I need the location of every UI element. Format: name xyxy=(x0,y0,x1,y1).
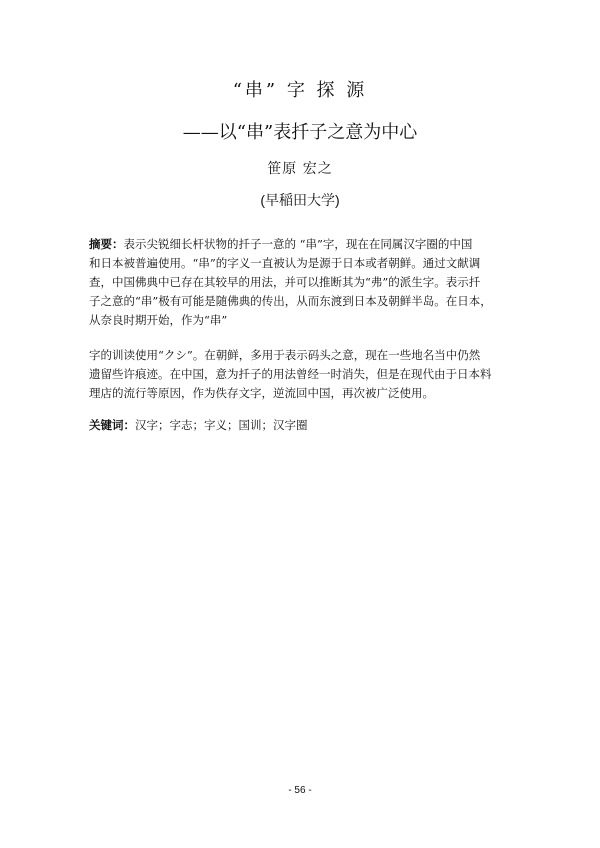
keywords-paragraph xyxy=(89,416,513,435)
page-number: - 56 - xyxy=(288,785,312,796)
keywords-label: 关键词： xyxy=(89,418,135,432)
abstract-text: 表示尖锐细长杆状物的扦子一意的 “串”字，现在在同属汉字圈的中国 和日本被普遍使用。“串”的字义一直被认为是源于日本或者朝鲜。通过文献调 查，中国佛典中已存在其较早的用法，并可以推断其为“弗”的派生字。表示扦 子之意的“串”极有可能是随佛典的传出，从而东渡到日本及朝鲜半岛。在日本， 从奈良时期开始，作为“串” xyxy=(89,237,492,327)
body-paragraph: 字的训读使用“クシ”。在朝鲜，多用于表示码头之意，现在一些地名当中仍然 遗留些许痕迹。在中国，意为扦子的用法曾经一时消失，但是在现代由于日本料 理店的流行等原因，作为佚存文字，逆流回中国，再次被广泛使用。 xyxy=(89,348,492,400)
paper-title: “串” 字 探 源 xyxy=(232,80,368,101)
author-affiliation: (早稲田大学) xyxy=(260,192,340,208)
abstract-label: 摘要： xyxy=(89,237,124,251)
author-name: 笹原 宏之 xyxy=(267,161,333,177)
paper-subtitle: ——以“串”表扦子之意为中心 xyxy=(182,122,418,143)
abstract-paragraph xyxy=(89,235,513,330)
keywords-text: 汉字；字志；字义；国训；汉字圈 xyxy=(135,418,308,432)
